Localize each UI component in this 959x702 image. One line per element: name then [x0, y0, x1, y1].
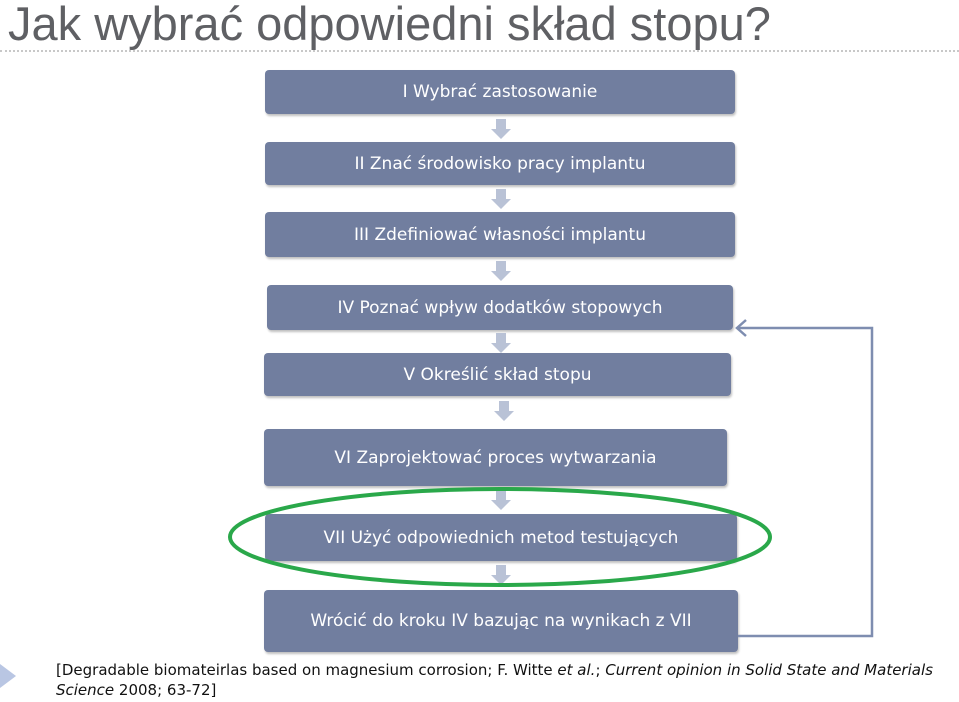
step-7-label: VII Użyć odpowiednich metod testujących [323, 527, 679, 548]
step-6-label: VI Zaprojektować proces wytwarzania [334, 447, 657, 468]
down-arrow-icon [490, 332, 512, 354]
feedback-loop-line [738, 328, 872, 636]
step-5-label: V Określić skład stopu [403, 364, 592, 385]
title-divider [0, 50, 959, 52]
step-4-box [267, 285, 733, 330]
feedback-arrowhead-icon [737, 320, 746, 336]
reference-part3: 2008; 63-72] [114, 681, 217, 699]
down-arrow-icon [490, 118, 512, 140]
down-arrow-icon [490, 489, 512, 511]
step-2-label: II Znać środowisko pracy implantu [354, 153, 646, 174]
down-arrow-icon [490, 260, 512, 282]
reference-part2: ; [595, 661, 606, 679]
step-8-label: Wrócić do kroku IV bazując na wynikach z VII [310, 611, 692, 631]
step-1-box [265, 70, 735, 114]
reference-part1: [Degradable biomateirlas based on magnesium corrosion; F. Witte [56, 661, 558, 679]
down-arrow-icon [493, 400, 515, 422]
step-5-box [264, 353, 731, 396]
step-4-label: IV Poznać wpływ dodatków stopowych [337, 297, 663, 318]
reference-citation [56, 660, 946, 700]
step-1-label: I Wybrać zastosowanie [402, 82, 598, 102]
step-7-box [265, 514, 737, 561]
reference-journal: Current opinion in Solid State and Materials Science [56, 661, 933, 699]
step-3-box [265, 212, 735, 257]
slide-title: Jak wybrać odpowiedni skład stopu? [8, 0, 771, 50]
reference-etal: et al. [557, 661, 596, 679]
down-arrow-icon [490, 564, 512, 586]
step-3-label: III Zdefiniować własności implantu [354, 224, 646, 245]
step-6-box [264, 429, 727, 486]
down-arrow-icon [490, 188, 512, 210]
step-8-box [264, 590, 738, 652]
bullet-triangle-icon [0, 664, 16, 688]
step-2-box [265, 142, 735, 185]
